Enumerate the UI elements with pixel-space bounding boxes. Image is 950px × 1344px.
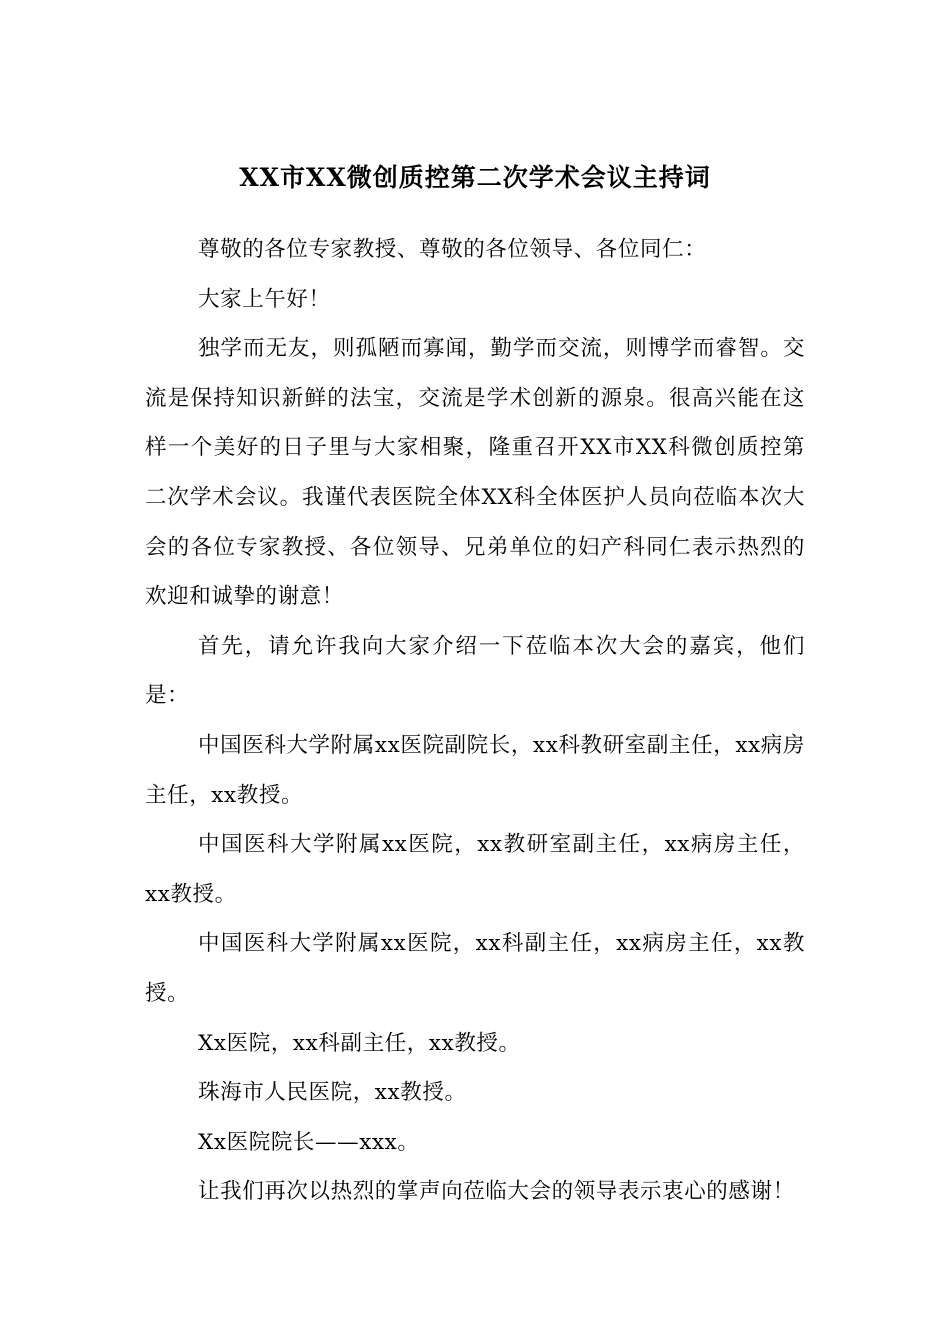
guest-item: 珠海市人民医院，xx教授。 (198, 1080, 467, 1106)
guest-item: Xx医院，xx科副主任，xx教授。 (198, 1030, 521, 1056)
guest-item: 中国医科大学附属xx医院副院长，xx科教研室副主任，xx病房主任，xx教授。 (145, 732, 805, 808)
guest-item: 中国医科大学附属xx医院，xx教研室副主任，xx病房主任，xx教授。 (145, 832, 805, 907)
salutation-paragraph: 大家上午好！ (198, 286, 331, 312)
greeting-paragraph: 尊敬的各位专家教授、尊敬的各位领导、各位同仁： (198, 237, 707, 262)
document-title: XX市XX微创质控第二次学术会议主持词 (239, 163, 711, 192)
guest-intro-paragraph: 首先，请允许我向大家介绍一下莅临本次大会的嘉宾，他们是： (145, 633, 805, 709)
guest-item: 中国医科大学附属xx医院，xx科副主任，xx病房主任，xx教授。 (145, 931, 805, 1006)
document-body (145, 225, 805, 1217)
closing-paragraph: 让我们再次以热烈的掌声向莅临大会的领导表示衷心的感谢！ (198, 1179, 795, 1205)
opening-paragraph: 独学而无友，则孤陋而寡闻，勤学而交流，则博学而睿智。交流是保持知识新鲜的法宝，交流是学术创新的源泉。很高兴能在这样一个美好的日子里与大家相聚，隆重召开XX市XX科微创质控第二次学术会议。我谨代表医院全体XX科全体医护人员向莅临本次大会的各位专家教授、各位领导、兄弟单位的妇产科同仁表示热烈的欢迎和诚挚的谢意！ (145, 336, 805, 610)
guest-item: Xx医院院长——xxx。 (198, 1129, 420, 1155)
